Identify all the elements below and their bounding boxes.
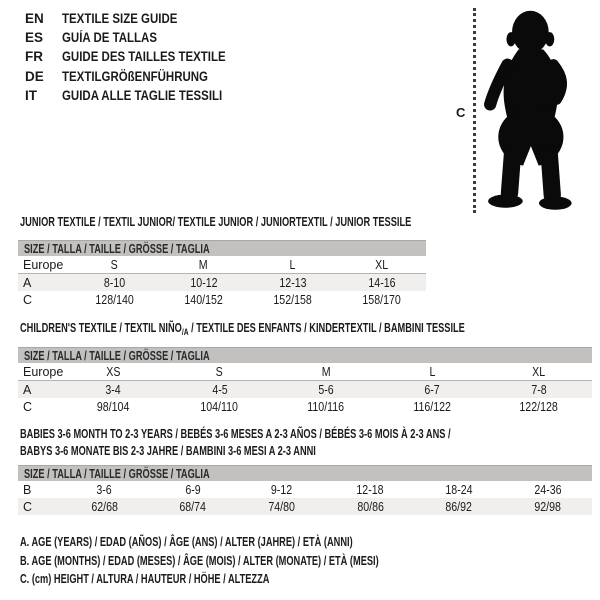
section-title-junior: [20, 215, 549, 229]
table-cell: 74/80: [268, 499, 295, 514]
row-label: Europe: [23, 257, 64, 272]
table-row-europe: [18, 256, 426, 274]
table-row-europe: [18, 363, 592, 381]
table-row-c: [18, 398, 592, 415]
guide-title: GUÍA DE TALLAS: [62, 30, 157, 46]
table-cell: 10-12: [189, 275, 218, 290]
table-cell: 158/170: [362, 292, 401, 307]
table-cell: 9-12: [271, 482, 293, 497]
section-title-text: BABYS 3-6 MONATE BIS 2-3 JAHRE / BAMBINI 3-6 MESI A 2-3 ANNI: [20, 443, 316, 458]
section-title-text: CHILDREN'S TEXTILE / TEXTIL $NIÑO_{/A}$ / TEXTILE DES ENFANTS / KINDERTEXTIL / BAMBINI TESSILE: [20, 321, 465, 337]
size-header-text: SIZE / TALLA / TAILLE / GRÖSSE / TAGLIA: [24, 348, 210, 363]
table-cell: 24-36: [534, 482, 562, 497]
row-label: C: [23, 399, 33, 414]
section-title-text: JUNIOR TEXTILE / TEXTIL JUNIOR/ TEXTILE JUNIOR / JUNIORTEXTIL / JUNIOR TESSILE: [20, 215, 412, 229]
row-label: Europe: [23, 364, 64, 379]
table-cell: 3-6: [96, 482, 113, 497]
language-row: [25, 28, 255, 47]
table-cell: L: [289, 257, 296, 272]
table-cell: 12-18: [356, 482, 384, 497]
table-cell: 8-10: [103, 275, 126, 290]
table-cell: XL: [532, 364, 546, 379]
table-cell: L: [429, 364, 436, 379]
language-row: [25, 67, 255, 86]
baby-silhouette-image: [482, 8, 594, 213]
table-cell: 68/74: [179, 499, 207, 514]
table-cell: 5-6: [318, 382, 334, 397]
guide-title: TEXTILGRÖßENFÜHRUNG: [62, 68, 208, 84]
table-cell: S: [216, 364, 224, 379]
legend-line-b: B. AGE (MONTHS) / EDAD (MESES) / ÂGE (MOIS) / ALTER (MONATE) / ETÀ (MESI): [20, 553, 379, 568]
babies-size-table: [18, 465, 592, 515]
children-size-table: [18, 347, 592, 416]
table-cell: 18-24: [445, 482, 473, 497]
language-code: DE: [25, 68, 44, 84]
row-label: B: [23, 482, 32, 497]
language-code: ES: [25, 30, 44, 46]
section-title-children: [20, 321, 600, 337]
table-cell: 104/110: [200, 399, 239, 414]
table-cell: 3-4: [105, 382, 121, 397]
table-cell: 6-9: [185, 482, 201, 497]
language-header: [25, 9, 255, 105]
table-row-c: [18, 498, 592, 515]
table-cell: 6-7: [424, 382, 441, 397]
size-header-text: SIZE / TALLA / TAILLE / GRÖSSE / TAGLIA: [24, 466, 210, 481]
size-header-text: SIZE / TALLA / TAILLE / GRÖSSE / TAGLIA: [24, 241, 210, 256]
language-row: [25, 47, 255, 66]
table-cell: 12-13: [278, 275, 307, 290]
legend: [20, 533, 505, 589]
table-cell: 122/128: [519, 399, 559, 414]
legend-line-a: A. AGE (YEARS) / EDAD (AÑOS) / ÂGE (ANS) / ALTER (JAHRE) / ETÀ (ANNI): [20, 535, 353, 549]
guide-title: TEXTILE SIZE GUIDE: [62, 11, 178, 26]
section-title-babies: [20, 426, 600, 459]
table-row-b: [18, 481, 592, 498]
language-row: [25, 86, 255, 105]
table-cell: 80/86: [357, 499, 384, 514]
row-label: A: [23, 382, 32, 397]
junior-size-table: [18, 240, 426, 309]
table-cell: 92/98: [534, 499, 561, 514]
language-row: [25, 9, 255, 28]
dimension-label-c: C: [456, 105, 466, 120]
language-code: IT: [25, 87, 37, 103]
table-cell: 152/158: [273, 292, 312, 307]
table-cell: 62/68: [91, 499, 118, 514]
row-label: A: [23, 275, 32, 290]
table-row-a: [18, 381, 592, 398]
table-cell: 98/104: [96, 399, 130, 414]
language-code: FR: [25, 49, 43, 65]
table-cell: M: [199, 257, 208, 272]
size-header-bar: [18, 465, 592, 481]
table-cell: 140/152: [184, 292, 223, 307]
table-row-c: [18, 291, 426, 308]
size-header-bar: [18, 347, 592, 363]
height-dimension-line: [473, 8, 476, 213]
section-title-text: BABIES 3-6 MONTH TO 2-3 YEARS / BEBÉS 3-6 MESES A 2-3 AÑOS / BÉBÉS 3-6 MOIS À 2-3 ANS /: [20, 427, 451, 441]
table-cell: 128/140: [95, 292, 134, 307]
language-code: EN: [25, 11, 44, 26]
table-cell: 7-8: [531, 382, 547, 397]
table-cell: 86/92: [445, 499, 473, 514]
table-cell: 110/116: [307, 399, 345, 414]
table-cell: 14-16: [367, 275, 396, 290]
table-cell: XS: [106, 364, 121, 379]
table-cell: XL: [374, 257, 388, 272]
size-header-bar: [18, 240, 426, 256]
guide-title: GUIDA ALLE TAGLIE TESSILI: [62, 87, 223, 103]
legend-line-c: C. (cm) HEIGHT / ALTURA / HAUTEUR / HÖHE / ALTEZZA: [20, 572, 270, 587]
table-cell: 116/122: [413, 399, 452, 414]
table-row-a: [18, 274, 426, 291]
row-label: C: [23, 499, 33, 514]
guide-title: GUIDE DES TAILLES TEXTILE: [62, 49, 226, 65]
table-cell: 4-5: [211, 382, 228, 397]
row-label: C: [23, 292, 33, 307]
table-cell: M: [321, 364, 331, 379]
table-cell: S: [110, 257, 119, 272]
